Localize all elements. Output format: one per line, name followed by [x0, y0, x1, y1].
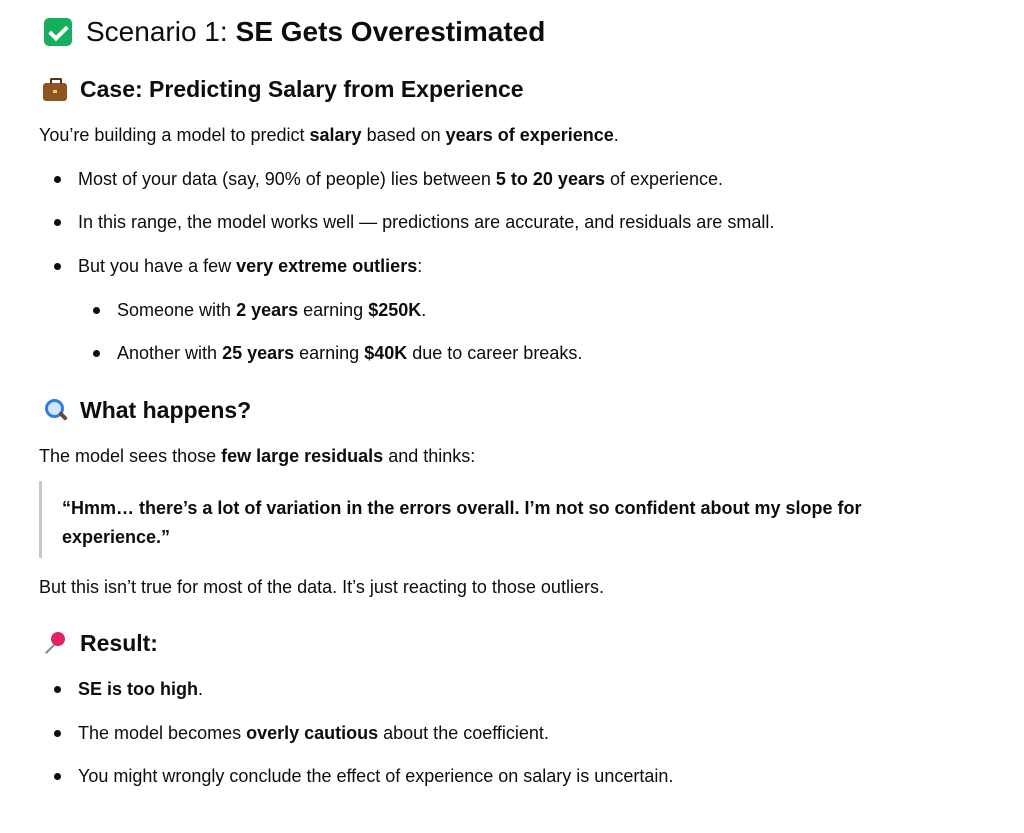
bullet-icon: [93, 307, 100, 314]
quote-text: “Hmm… there’s a lot of variation in the errors overall. I’m not so confident about my slope for experience.”: [62, 498, 862, 547]
bold-run: years of experience: [445, 125, 614, 145]
text-run: .: [198, 679, 204, 699]
bold-run: overly cautious: [246, 723, 379, 743]
what-happens-heading-text: What happens?: [80, 396, 252, 423]
case-heading-text: Case: Predicting Salary from Experience: [80, 75, 524, 102]
happens-after: But this isn’t true for most of the data. It’s just reacting to those outliers.: [39, 577, 604, 597]
bullet-icon: [54, 219, 61, 226]
bold-run: SE is too high: [78, 679, 198, 699]
text-run: earning: [294, 343, 365, 363]
text-run: The model becomes: [78, 723, 247, 743]
result-heading: [42, 628, 158, 658]
text-run: :: [417, 256, 423, 276]
list-item: [78, 209, 774, 235]
bold-run: few large residuals: [221, 446, 384, 466]
bullet-icon: [54, 263, 61, 270]
text-run: But you have a few: [78, 256, 237, 276]
bullet-icon: [54, 773, 61, 780]
magnifying-glass-icon: [43, 398, 67, 422]
text-run: and thinks:: [383, 446, 476, 466]
text-run: based on: [361, 125, 446, 145]
bold-run: salary: [309, 125, 362, 145]
case-heading: [42, 74, 524, 104]
bullet-icon: [54, 730, 61, 737]
check-mark-icon: [44, 18, 72, 46]
bold-run: 2 years: [236, 300, 299, 320]
text-run: You’re building a model to predict: [39, 125, 310, 145]
title-prefix: Scenario 1:: [86, 16, 228, 47]
text-run: about the coefficient.: [378, 723, 549, 743]
what-happens-heading: [42, 395, 251, 425]
list-item: [78, 763, 673, 789]
text-run: The model sees those: [39, 446, 222, 466]
list-item: [78, 720, 549, 746]
sub-list-item: [117, 297, 426, 323]
bullet-icon: [93, 350, 100, 357]
text-run: In this range, the model works well — predictions are accurate, and residuals are small.: [78, 212, 775, 232]
text-run: Someone with: [117, 300, 237, 320]
text-run: due to career breaks.: [407, 343, 583, 363]
bullet-icon: [54, 686, 61, 693]
bold-run: very extreme outliers: [236, 256, 418, 276]
title-bold: SE Gets Overestimated: [235, 16, 546, 47]
text-run: You might wrongly conclude the effect of experience on salary is uncertain.: [78, 766, 674, 786]
text-run: Another with: [117, 343, 223, 363]
list-item: [78, 253, 422, 279]
bold-run: $40K: [364, 343, 408, 363]
pushpin-icon: [43, 631, 67, 655]
sub-list-item: [117, 340, 582, 366]
text-run: earning: [298, 300, 369, 320]
text-run: .: [421, 300, 427, 320]
text-run: Most of your data (say, 90% of people) lies between: [78, 169, 496, 189]
briefcase-icon: [43, 83, 67, 101]
bold-run: 5 to 20 years: [495, 169, 605, 189]
list-item: [78, 676, 203, 702]
text-run: .: [613, 125, 619, 145]
page-title: [44, 14, 545, 50]
happens-intro: [39, 443, 475, 469]
blockquote: [39, 481, 922, 558]
bullet-icon: [54, 176, 61, 183]
bold-run: 25 years: [222, 343, 295, 363]
bold-run: $250K: [368, 300, 422, 320]
case-intro: [39, 122, 619, 148]
result-heading-text: Result:: [80, 629, 158, 656]
text-run: of experience.: [604, 169, 724, 189]
list-item: [78, 166, 723, 192]
